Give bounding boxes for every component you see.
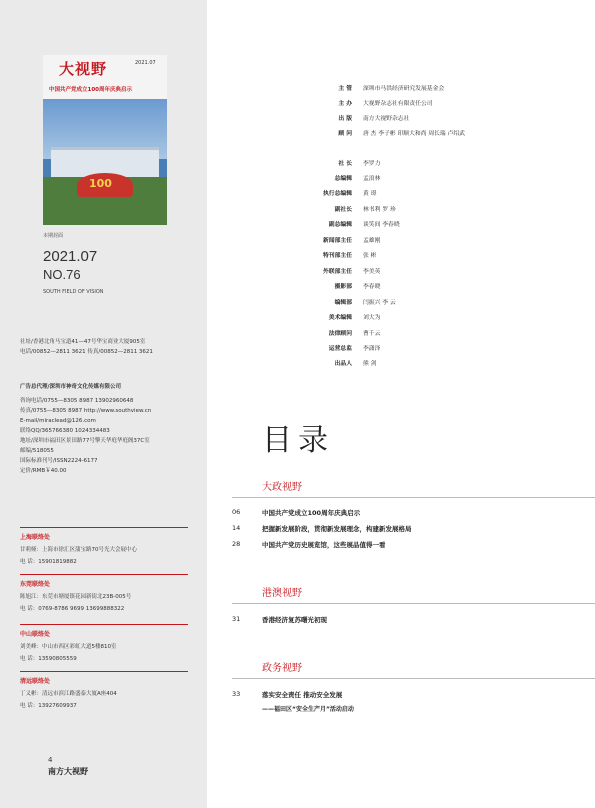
cover-issue-label: 2021.07 xyxy=(135,60,156,66)
office-line: 刘美峰：中山市西区彩虹大道5楼810室 xyxy=(20,644,117,650)
agency-line: 联络QQ/365766380 1024334483 xyxy=(20,428,110,434)
staff-row: 特刊部主任 张 彬 xyxy=(323,253,377,259)
masthead-row: 出 版 南方大视野杂志社 xyxy=(338,116,410,122)
agency-line: 国际标准刊号/ISSN2224-6177 xyxy=(20,458,98,464)
section-divider xyxy=(232,678,595,679)
section-divider xyxy=(232,603,595,604)
toc-title: 目录 xyxy=(262,423,334,458)
staff-row: 出品人 熊 剑 xyxy=(334,361,377,367)
office-line: 电 话：13590805559 xyxy=(20,656,77,662)
staff-row: 社 长 李罗力 xyxy=(338,161,381,167)
article-page: 14 xyxy=(232,524,241,532)
agency-line: E-mail/miraclead@126.com xyxy=(20,418,96,424)
staff-row: 外联部主任 李美英 xyxy=(323,269,381,275)
staff-row: 总编辑 孟浪林 xyxy=(334,176,381,182)
office-line: 陈旭江：东莞市塘厦镇花园新街北23B-005号 xyxy=(20,594,132,600)
article-page: 31 xyxy=(232,615,241,623)
staff-row: 新闻部主任 孟雄刚 xyxy=(323,238,381,244)
section-divider xyxy=(232,497,595,498)
article-subtitle: ——福田区“安全生产月”活动启动 xyxy=(262,706,354,713)
issue-number: NO.76 xyxy=(43,267,81,282)
office-line: 电 话：15901819882 xyxy=(20,559,77,565)
article-page: 28 xyxy=(232,540,241,548)
office-divider xyxy=(20,574,188,575)
masthead-row: 主 管 深圳市马洪经济研究发展基金会 xyxy=(338,86,445,92)
staff-row: 执行总编辑 黄 璟 xyxy=(323,191,377,197)
staff-row: 运营总监 李潇泽 xyxy=(328,346,381,352)
staff-row: 副总编辑 谈笑间 李春晓 xyxy=(328,222,400,228)
staff-row: 美术编辑 刘大为 xyxy=(328,315,381,321)
contact-block xyxy=(20,337,153,357)
agency-line: 邮编/518055 xyxy=(20,448,54,454)
article-title[interactable]: 中国共产党历史展览馆，这些展品值得一看 xyxy=(262,541,386,549)
article-title[interactable]: 香港经济复苏曙光初现 xyxy=(262,616,327,624)
section-name: 政务视野 xyxy=(262,663,302,674)
page-number: 4 xyxy=(48,756,53,764)
office-line: 丁义彬：清远市滨江路盛泰大厦A座404 xyxy=(20,691,117,697)
article-title[interactable]: 落实安全责任 推动安全发展 xyxy=(262,691,343,699)
cover-logo: 大视野 xyxy=(59,60,108,78)
staff-row: 编辑部 闫振兴 李 云 xyxy=(334,300,396,306)
office-title: 上海联络处 xyxy=(20,534,51,541)
contact-line: 社址/香港北角马宝道41—47号华宝商业大厦905室 xyxy=(20,339,146,345)
agency-title: 广告总代理/深圳市神奇文化传媒有限公司 xyxy=(20,384,122,390)
section-name: 大政视野 xyxy=(262,482,302,493)
masthead-row: 主 办 大视野杂志社有限责任公司 xyxy=(338,101,433,107)
office-title: 东莞联络处 xyxy=(20,581,51,588)
masthead-row: 顾 问 唐 杰 李子彬 印顺大和尚 周长瑞 卢绍武 xyxy=(338,131,465,137)
office-line: 电 话：13927609937 xyxy=(20,703,77,709)
agency-line: 定价/RMB￥40.00 xyxy=(20,468,67,474)
cover-headline: 中国共产党成立100周年庆典启示 xyxy=(49,87,132,93)
office-divider xyxy=(20,624,188,625)
office-line: 甘莉娅：上海市徐汇区蒲宝路70号光大会展中心 xyxy=(20,547,138,553)
left-info-column xyxy=(0,0,207,808)
office-line: 电 话：0769-8786 9699 13699888322 xyxy=(20,606,125,612)
issue-date: 2021.07 xyxy=(43,248,98,265)
staff-row: 摄影部 李春晓 xyxy=(334,284,381,290)
office-divider xyxy=(20,671,188,672)
staff-row: 副社长 林书利 罗 珍 xyxy=(334,207,396,213)
office-divider xyxy=(20,527,188,528)
agency-block xyxy=(20,382,151,476)
cover-image xyxy=(43,55,167,225)
section-name: 港澳视野 xyxy=(262,588,302,599)
article-page: 33 xyxy=(232,690,241,698)
article-page: 06 xyxy=(232,508,241,516)
cover-badge: 100 xyxy=(89,177,112,190)
contact-line: 电话/00852—2811 3621 传真/00852—2811 3621 xyxy=(20,349,153,355)
agency-line: 传真/0755—8305 8987 http://www.southview.cn xyxy=(20,408,152,414)
article-title[interactable]: 中国共产党成立100周年庆典启示 xyxy=(262,509,361,517)
agency-line: 咨询电话/0755—8305 8987 13902960648 xyxy=(20,398,134,404)
footer-logo: 南方大视野 xyxy=(48,766,88,776)
staff-row: 法律顾问 曹千云 xyxy=(328,331,381,337)
cover-caption: 本期封面 xyxy=(43,233,64,239)
article-title[interactable]: 把握新发展阶段，贯彻新发展理念，构建新发展格局 xyxy=(262,525,412,533)
agency-line: 地址/深圳市福田区景田路77号擎天华庭华庭阁37C室 xyxy=(20,438,150,444)
office-title: 清远联络处 xyxy=(20,678,51,685)
magazine-english-name: SOUTH FIELD OF VISION xyxy=(43,289,104,295)
office-title: 中山联络处 xyxy=(20,631,51,638)
